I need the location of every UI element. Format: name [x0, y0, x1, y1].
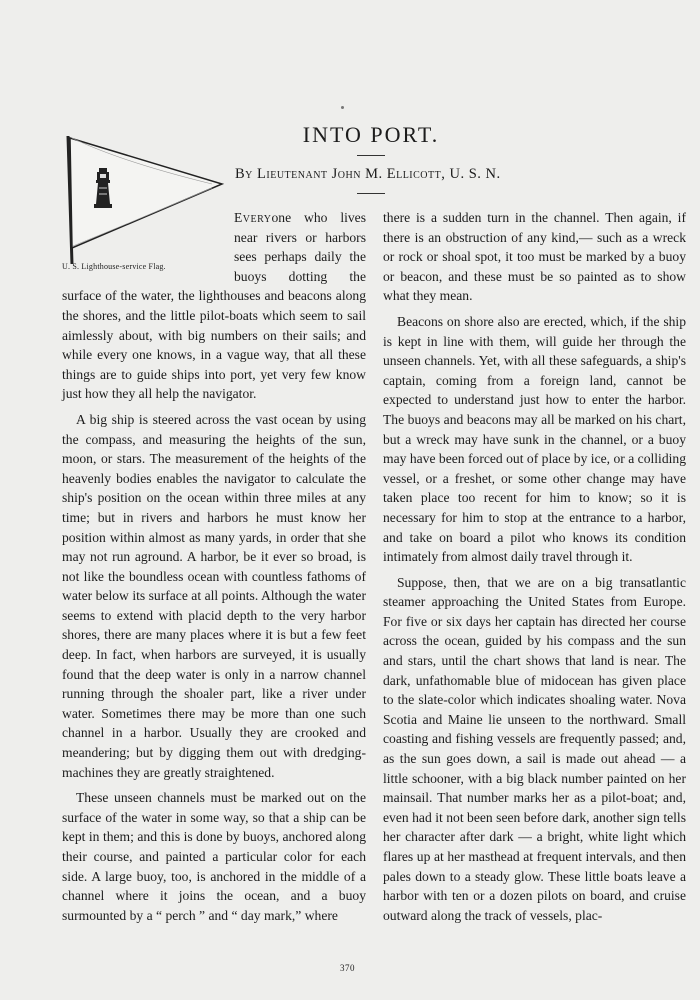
byline-rule [357, 193, 385, 194]
byline: By Lieutenant John M. Ellicott, U. S. N. [235, 166, 501, 182]
opening-word: Every [234, 210, 272, 225]
paragraph: These unseen channels must be marked out on the surface of the water in some way, so that a ship can be kept in them; and this is done by buoys, anchored along their course, and painted a particular color for each side. A large buoy, too, is anchored in the middle of a channel where it joins the ocean, and a buoy surmounted by a “ perch ” and “ day mark,” where [62, 790, 366, 923]
ornament-dot [341, 106, 344, 109]
paragraph: Suppose, then, that we are on a big transatlantic steamer approaching the United States from Europe. For five or six days her captain has directed her course across the ocean, guided by his compass and the sun and stars, until the chart shows that land is near. The dark, unfathomable blue of midocean has given place to the slate-color which indicates shoaling water. Nova Scotia and Maine lie unseen to the northward. Small coasting and fishing vessels are frequently passed; and, as the sun goes down, a sail is made out ahead — a little schooner, with a big black number painted on her mainsail. That number marks her as a pilot-boat; and, even had it not been seen before dark, another sign tells her character after dark — a bright, white light which flares up at her masthead at frequent intervals, and then pales down to a steady glow. These little boats leave a harbor with ten or a dozen pilots on board, and cruise outward along the track of vessels, plac- [383, 574, 686, 923]
paragraph: A big ship is steered across the vast ocean by using the compass, and measuring the heights of the sun, moon, or stars. The measurement of the heights of the heavenly bodies enables the navigator to calculate the ship's position on the ocean within three miles at any time; but in rivers and harbors he must know her position within almost as many yards, in order that she may not run aground. A harbor, be it ever so broad, is not like the boundless ocean with countless fathoms of water below its surface at all points. Although the water seems to extend with placid depth to the very harbor shores, there are many places where it is but a few feet deep. In fact, when harbors are surveyed, it is usually found that the deep water is only in a narrow channel running through the shoaler part, like a river under water. Sometimes there may be more than one such channel in a harbor. Usually they are crooked and meandering; but by digging them out with dredging-machines they are greatly straightened. [62, 411, 366, 780]
paragraph: there is a sudden turn in the channel. Then again, if there is an obstruction of any kind,— such as a wreck or rock or shoal spot, it too must be marked by a buoy or beacon, and these must be so painted as to show what they mean. [383, 210, 686, 304]
flag-float-space [62, 208, 234, 286]
title-rule [357, 155, 385, 156]
flag-caption: U. S. Lighthouse-service Flag. [62, 262, 166, 271]
paragraph-text: one who lives near rivers or harbors sees perhaps daily the buoys dotting the surface of the water, the lighthouses and beacons along the shores, and the little pilot-boats which seem to sail aimlessly about, with big numbers on their sails; and while every one knows, in a vague way, that all these things are to guide ships into port, yet very few know just how they all help the navigator. [62, 210, 366, 402]
right-column [383, 208, 686, 925]
left-column [62, 208, 366, 925]
page-number: 370 [340, 963, 355, 973]
paragraph: Beacons on shore also are erected, which, if the ship is kept in line with them, will guide her through the unseen channels. Yet, with all these safeguards, a ship's captain, coming from a foreign land, cannot be expected to understand just how to enter the harbor. The buoys and beacons may all be marked on his chart, but a wreck may have sunk in the channel, or a buoy may have been forced out of place by ice, or a colliding vessel, or a freshet, or some other change may have taken place too recent for him to know; so it is necessary for him to stop at the entrance to a harbor, and take on board a pilot who knows its condition intimately from almost daily travel through it. [383, 313, 686, 565]
article-title: INTO PORT. [302, 122, 440, 147]
